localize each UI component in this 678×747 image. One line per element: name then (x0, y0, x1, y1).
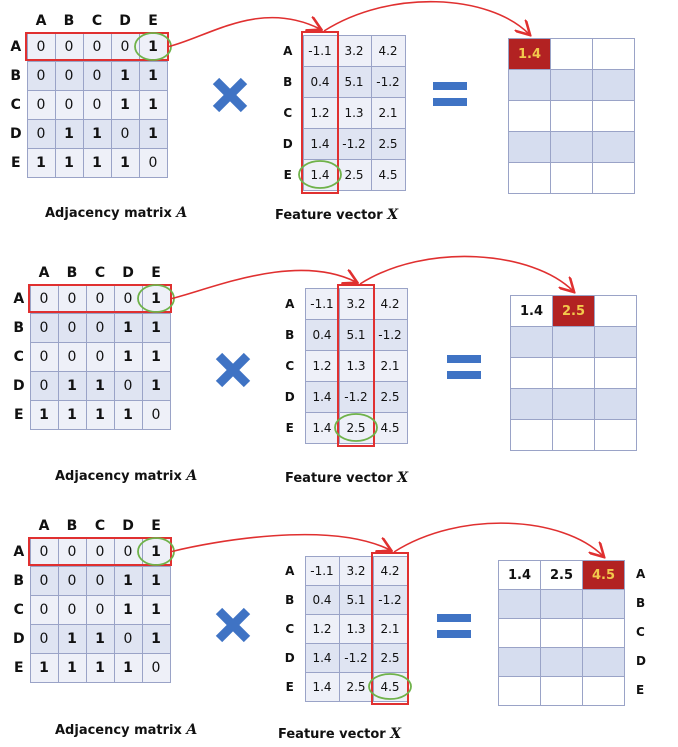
feature-cell: 4.2 (373, 557, 407, 586)
equals-icon (433, 82, 467, 90)
result-cell: 1.4 (509, 39, 551, 70)
row-header: D (8, 371, 30, 400)
selected-cell-circle (135, 33, 171, 60)
result-row-label: D (636, 654, 646, 668)
adjacency-cell: 1 (114, 342, 142, 371)
adjacency-cell: 1 (142, 313, 170, 342)
column-header: D (114, 262, 142, 284)
caption-symbol: A (176, 205, 188, 221)
equals-icon (433, 98, 467, 106)
adjacency-cell: 0 (114, 624, 142, 653)
column-header: C (83, 10, 111, 32)
panel-step-2 (0, 250, 678, 490)
adjacency-cell: 0 (27, 119, 55, 148)
adjacency-cell: 0 (55, 32, 83, 61)
adjacency-cell: 0 (30, 624, 58, 653)
adjacency-cell: 0 (86, 595, 114, 624)
adjacency-cell: 0 (114, 537, 142, 566)
adjacency-cell: 1 (114, 595, 142, 624)
adjacency-cell: 0 (30, 284, 58, 313)
feature-cell: 3.2 (339, 289, 373, 320)
adjacency-cell: 0 (58, 342, 86, 371)
result-cell: 4.5 (583, 561, 625, 590)
feature-cell: -1.2 (339, 382, 373, 413)
feature-cell: 1.4 (305, 413, 339, 444)
selected-feature-circle (335, 414, 377, 441)
adjacency-cell: 0 (83, 61, 111, 90)
feature-cell: 2.5 (373, 382, 407, 413)
column-header: C (86, 262, 114, 284)
row-header: D (5, 119, 27, 148)
feature-cell: -1.2 (373, 320, 407, 351)
column-header: D (114, 515, 142, 537)
arrow-to-feature (172, 270, 356, 298)
column-header: A (30, 262, 58, 284)
annotation-overlay (0, 500, 678, 747)
selected-feature-circle (369, 674, 411, 699)
adjacency-cell: 1 (83, 148, 111, 177)
caption-symbol: A (186, 722, 198, 738)
adjacency-cell: 0 (27, 32, 55, 61)
result-cell: 1.4 (511, 296, 553, 327)
column-header: E (139, 10, 167, 32)
row-header: C (275, 615, 305, 644)
column-header: B (58, 515, 86, 537)
row-header: B (275, 320, 305, 351)
adjacency-cell: 1 (30, 400, 58, 429)
feature-cell: -1.2 (373, 586, 407, 615)
adjacency-cell: 0 (83, 32, 111, 61)
equals-icon (447, 371, 481, 379)
row-highlight-box (26, 33, 168, 60)
result-cell: 2.5 (553, 296, 595, 327)
adjacency-cell: 0 (30, 371, 58, 400)
row-header: E (8, 653, 30, 682)
feature-cell: -1.1 (305, 289, 339, 320)
adjacency-cell: 1 (139, 90, 167, 119)
adjacency-cell: 0 (30, 313, 58, 342)
caption-symbol: X (397, 470, 409, 486)
row-header: B (5, 61, 27, 90)
feature-cell: 0.4 (303, 67, 337, 98)
row-header: C (8, 595, 30, 624)
selected-feature-circle (299, 161, 341, 188)
row-header: C (8, 342, 30, 371)
column-header: E (142, 515, 170, 537)
adjacency-cell: 1 (139, 119, 167, 148)
feature-cell: 1.4 (305, 382, 339, 413)
adjacency-cell: 0 (30, 537, 58, 566)
column-header: A (30, 515, 58, 537)
adjacency-cell: 1 (27, 148, 55, 177)
selected-cell-circle (138, 285, 174, 312)
adjacency-cell: 1 (58, 371, 86, 400)
row-header: A (275, 289, 305, 320)
result-row-label: C (636, 625, 645, 639)
feature-cell: 1.4 (305, 644, 339, 673)
adjacency-cell: 1 (142, 595, 170, 624)
arrow-to-feature (169, 18, 320, 47)
column-header: B (55, 10, 83, 32)
adjacency-cell: 0 (58, 595, 86, 624)
adjacency-cell: 1 (55, 119, 83, 148)
feature-cell: 1.2 (305, 351, 339, 382)
feature-cell: 0.4 (305, 320, 339, 351)
arrow-to-result (394, 523, 603, 556)
caption-symbol: X (387, 207, 399, 223)
result-row-label: E (636, 683, 645, 697)
adjacency-cell: 0 (86, 566, 114, 595)
adjacency-cell: 0 (58, 313, 86, 342)
adjacency-cell: 0 (114, 371, 142, 400)
feature-cell: -1.1 (303, 36, 337, 67)
row-header: C (5, 90, 27, 119)
row-header: E (275, 413, 305, 444)
result-cell: 2.5 (541, 561, 583, 590)
feature-cell: 2.1 (371, 98, 405, 129)
equals-icon (447, 355, 481, 363)
feature-cell: 1.2 (305, 615, 339, 644)
adjacency-cell: 1 (86, 371, 114, 400)
adjacency-cell: 1 (86, 653, 114, 682)
adjacency-cell: 1 (86, 400, 114, 429)
feature-cell: 4.2 (373, 289, 407, 320)
column-header: D (111, 10, 139, 32)
adjacency-cell: 0 (83, 90, 111, 119)
caption-text: Adjacency matrix (55, 723, 187, 738)
feature-cell: 2.5 (339, 673, 373, 702)
adjacency-cell: 0 (30, 342, 58, 371)
feature-cell: 2.5 (373, 644, 407, 673)
row-header: A (8, 284, 30, 313)
arrow-to-result (360, 256, 573, 291)
caption-text: Feature vector (278, 727, 391, 742)
row-header: B (273, 67, 303, 98)
row-header: E (275, 673, 305, 702)
adjacency-cell: 1 (86, 624, 114, 653)
row-header: B (8, 566, 30, 595)
caption-symbol: X (390, 726, 402, 742)
column-header: B (58, 262, 86, 284)
adjacency-cell: 0 (58, 284, 86, 313)
result-row-label: A (636, 567, 646, 581)
adjacency-cell: 1 (142, 624, 170, 653)
adjacency-cell: 1 (55, 148, 83, 177)
result-cell: 1.4 (499, 561, 541, 590)
feature-cell: 1.3 (337, 98, 371, 129)
equals-icon (437, 614, 471, 622)
adjacency-cell: 1 (58, 653, 86, 682)
arrow-to-result (324, 2, 529, 34)
row-header: D (275, 644, 305, 673)
panel-step-3 (0, 500, 678, 747)
feature-cell: 2.5 (339, 413, 373, 444)
row-header: D (8, 624, 30, 653)
feature-cell: 3.2 (337, 36, 371, 67)
row-header: D (275, 382, 305, 413)
column-highlight-box (302, 32, 338, 193)
adjacency-cell: 1 (58, 400, 86, 429)
feature-cell: 5.1 (337, 67, 371, 98)
adjacency-cell: 0 (111, 119, 139, 148)
adjacency-cell: 0 (86, 537, 114, 566)
row-header: B (8, 313, 30, 342)
adjacency-cell: 0 (58, 537, 86, 566)
adjacency-cell: 0 (111, 32, 139, 61)
adjacency-cell: 1 (139, 32, 167, 61)
adjacency-cell: 1 (58, 624, 86, 653)
row-header: A (273, 36, 303, 67)
feature-cell: 4.5 (373, 673, 407, 702)
feature-cell: 1.2 (303, 98, 337, 129)
feature-cell: 1.4 (303, 160, 337, 191)
result-row-label: B (636, 596, 646, 610)
adjacency-cell: 1 (114, 313, 142, 342)
row-header: E (5, 148, 27, 177)
adjacency-cell: 1 (114, 400, 142, 429)
column-header: A (27, 10, 55, 32)
feature-cell: 2.5 (371, 129, 405, 160)
adjacency-cell: 0 (86, 313, 114, 342)
feature-cell: 1.3 (339, 351, 373, 382)
equals-icon (437, 630, 471, 638)
adjacency-cell: 1 (139, 61, 167, 90)
panel-step-1 (0, 0, 678, 240)
feature-cell: 2.1 (373, 351, 407, 382)
arrow-to-feature (172, 535, 390, 552)
feature-cell: -1.1 (305, 557, 339, 586)
caption-symbol: A (186, 468, 198, 484)
selected-cell-circle (138, 538, 174, 565)
adjacency-cell: 0 (142, 653, 170, 682)
adjacency-cell: 0 (27, 61, 55, 90)
feature-cell: 4.5 (373, 413, 407, 444)
adjacency-cell: 1 (114, 653, 142, 682)
feature-cell: 1.4 (303, 129, 337, 160)
feature-cell: 5.1 (339, 586, 373, 615)
feature-cell: -1.2 (337, 129, 371, 160)
row-header: E (8, 400, 30, 429)
caption-text: Feature vector (285, 471, 398, 486)
adjacency-cell: 1 (142, 284, 170, 313)
feature-cell: -1.2 (371, 67, 405, 98)
caption-text: Adjacency matrix (45, 206, 177, 221)
feature-cell: 1.3 (339, 615, 373, 644)
column-header: E (142, 262, 170, 284)
feature-cell: 1.4 (305, 673, 339, 702)
feature-cell: 2.1 (373, 615, 407, 644)
annotation-overlay (0, 250, 678, 490)
adjacency-cell: 1 (114, 566, 142, 595)
row-header: A (8, 537, 30, 566)
feature-cell: 0.4 (305, 586, 339, 615)
annotation-overlay (0, 0, 678, 240)
adjacency-cell: 0 (142, 400, 170, 429)
adjacency-cell: 0 (30, 595, 58, 624)
adjacency-cell: 1 (142, 342, 170, 371)
row-header: A (5, 32, 27, 61)
row-header: C (273, 98, 303, 129)
adjacency-cell: 0 (58, 566, 86, 595)
feature-cell: 3.2 (339, 557, 373, 586)
feature-cell: 4.2 (371, 36, 405, 67)
adjacency-cell: 1 (111, 148, 139, 177)
row-highlight-box (29, 538, 171, 565)
adjacency-cell: 1 (142, 371, 170, 400)
adjacency-cell: 1 (83, 119, 111, 148)
feature-cell: 5.1 (339, 320, 373, 351)
row-header: B (275, 586, 305, 615)
adjacency-cell: 0 (86, 342, 114, 371)
row-header: D (273, 129, 303, 160)
adjacency-cell: 0 (114, 284, 142, 313)
column-header: C (86, 515, 114, 537)
adjacency-cell: 0 (55, 90, 83, 119)
adjacency-cell: 0 (86, 284, 114, 313)
row-header: C (275, 351, 305, 382)
feature-cell: -1.2 (339, 644, 373, 673)
adjacency-cell: 1 (111, 61, 139, 90)
adjacency-cell: 0 (139, 148, 167, 177)
feature-cell: 2.5 (337, 160, 371, 191)
adjacency-cell: 0 (30, 566, 58, 595)
caption-text: Feature vector (275, 208, 388, 223)
feature-cell: 4.5 (371, 160, 405, 191)
row-highlight-box (29, 285, 171, 312)
column-highlight-box (338, 285, 374, 446)
row-header: E (273, 160, 303, 191)
adjacency-cell: 0 (55, 61, 83, 90)
adjacency-cell: 0 (27, 90, 55, 119)
caption-text: Adjacency matrix (55, 469, 187, 484)
adjacency-cell: 1 (142, 537, 170, 566)
adjacency-cell: 1 (30, 653, 58, 682)
adjacency-cell: 1 (111, 90, 139, 119)
row-header: A (275, 557, 305, 586)
column-highlight-box (372, 553, 408, 704)
adjacency-cell: 1 (142, 566, 170, 595)
